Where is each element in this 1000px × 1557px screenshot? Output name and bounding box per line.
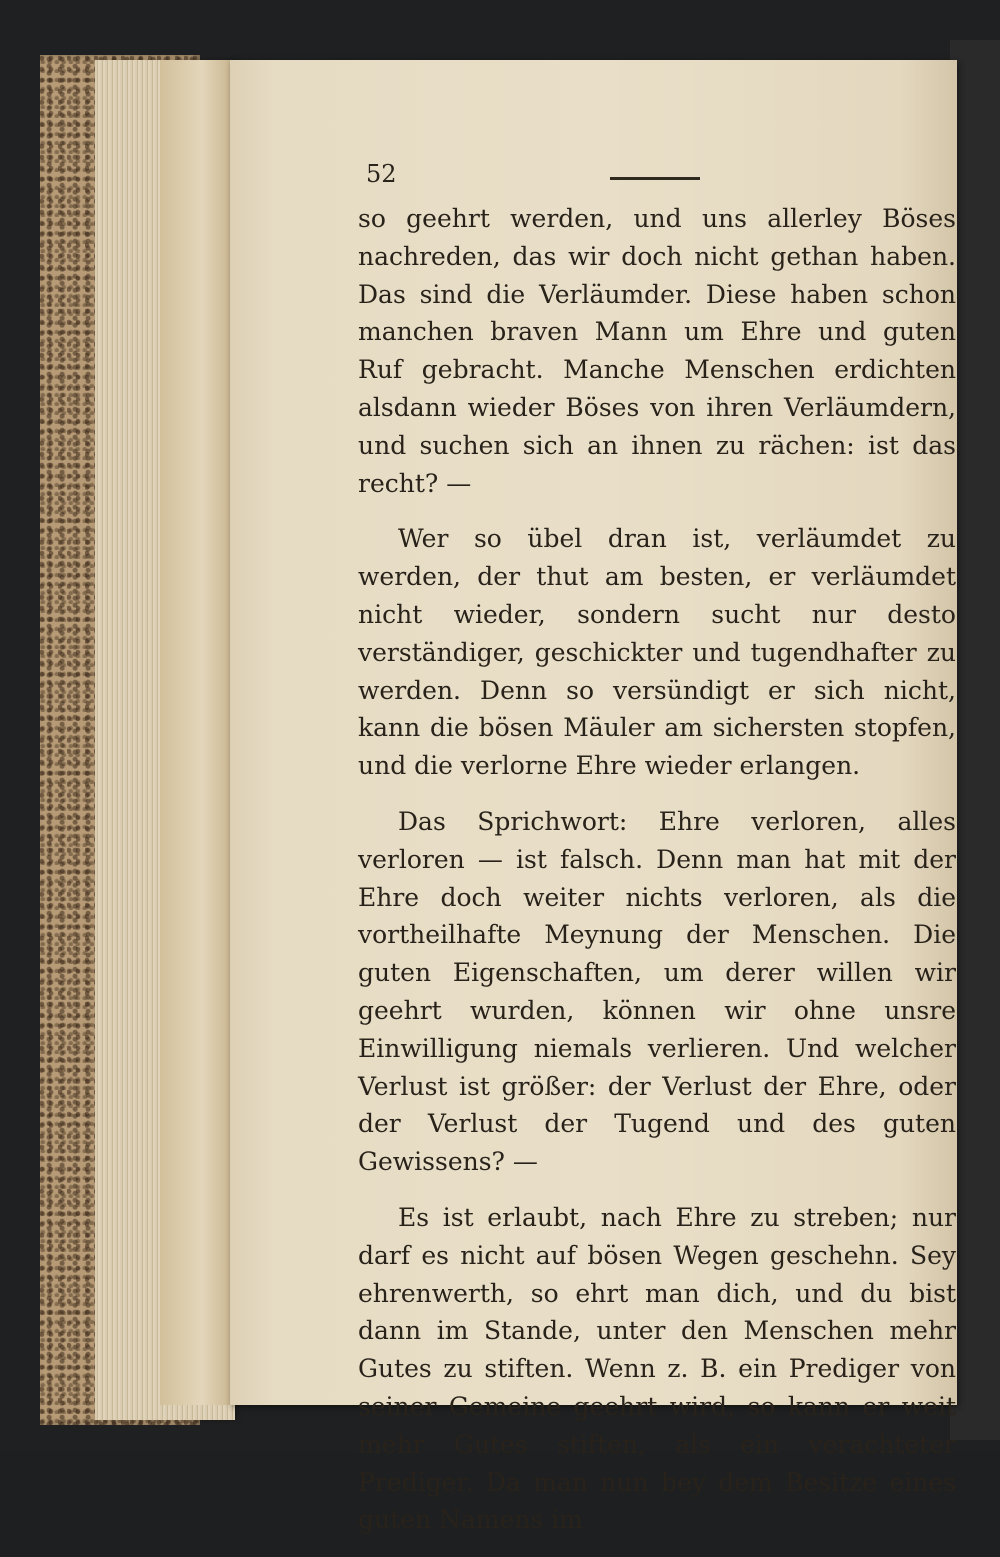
paragraph-1: so geehrt werden, und uns allerley Böses nachreden, das wir doch nicht gethan haben. Das sind die Verläumder. Diese haben schon manchen braven Mann um Ehre und guten Ruf gebracht. Manche Menschen erdichten alsdann wieder Böses von ihren Verläumdern, und suchen sich an ihnen zu rächen: ist das recht? — [358, 204, 956, 498]
page-edge-strip [160, 60, 230, 1405]
paragraph-2: Wer so übel dran ist, verläumdet zu werden, der thut am besten, er verläumdet nicht wieder, sondern sucht nur desto verständiger, geschickter und tugendhafter zu werden. Denn so versündigt er sich nicht, kann die bösen Mäuler am sichersten stopfen, und die verlorne Ehre wieder erlangen. [358, 524, 956, 781]
page-number: 52 [366, 160, 397, 188]
page-text [358, 200, 956, 1557]
paragraph-4: Es ist erlaubt, nach Ehre zu streben; nur darf es nicht auf bösen Wegen geschehn. Sey ehrenwerth, so ehrt man dich, und du bist dann im Stande, unter den Menschen mehr Gutes zu stiften. Wenn z. B. ein Prediger von seiner Gemeine geehrt wird, so kann er weit mehr Gutes stiften, als ein verachteter Prediger. Da man nun bey dem Besitze eines guten Namens im [358, 1202, 956, 1535]
book-page [230, 60, 957, 1535]
header-rule [610, 177, 700, 180]
paragraph-3: Das Sprichwort: Ehre verloren, alles verloren — ist falsch. Denn man hat mit der Ehre doch weiter nichts verloren, als die vortheilhafte Meynung der Menschen. Die guten Eigenschaften, um derer willen wir geehrt wurden, können wir ohne unsre Einwilligung niemals verlieren. Und welcher Verlust ist größer: der Verlust der Ehre, oder der Verlust der Tugend und des guten Gewissens? — [358, 806, 956, 1177]
right-cover-edge [950, 40, 1000, 1440]
